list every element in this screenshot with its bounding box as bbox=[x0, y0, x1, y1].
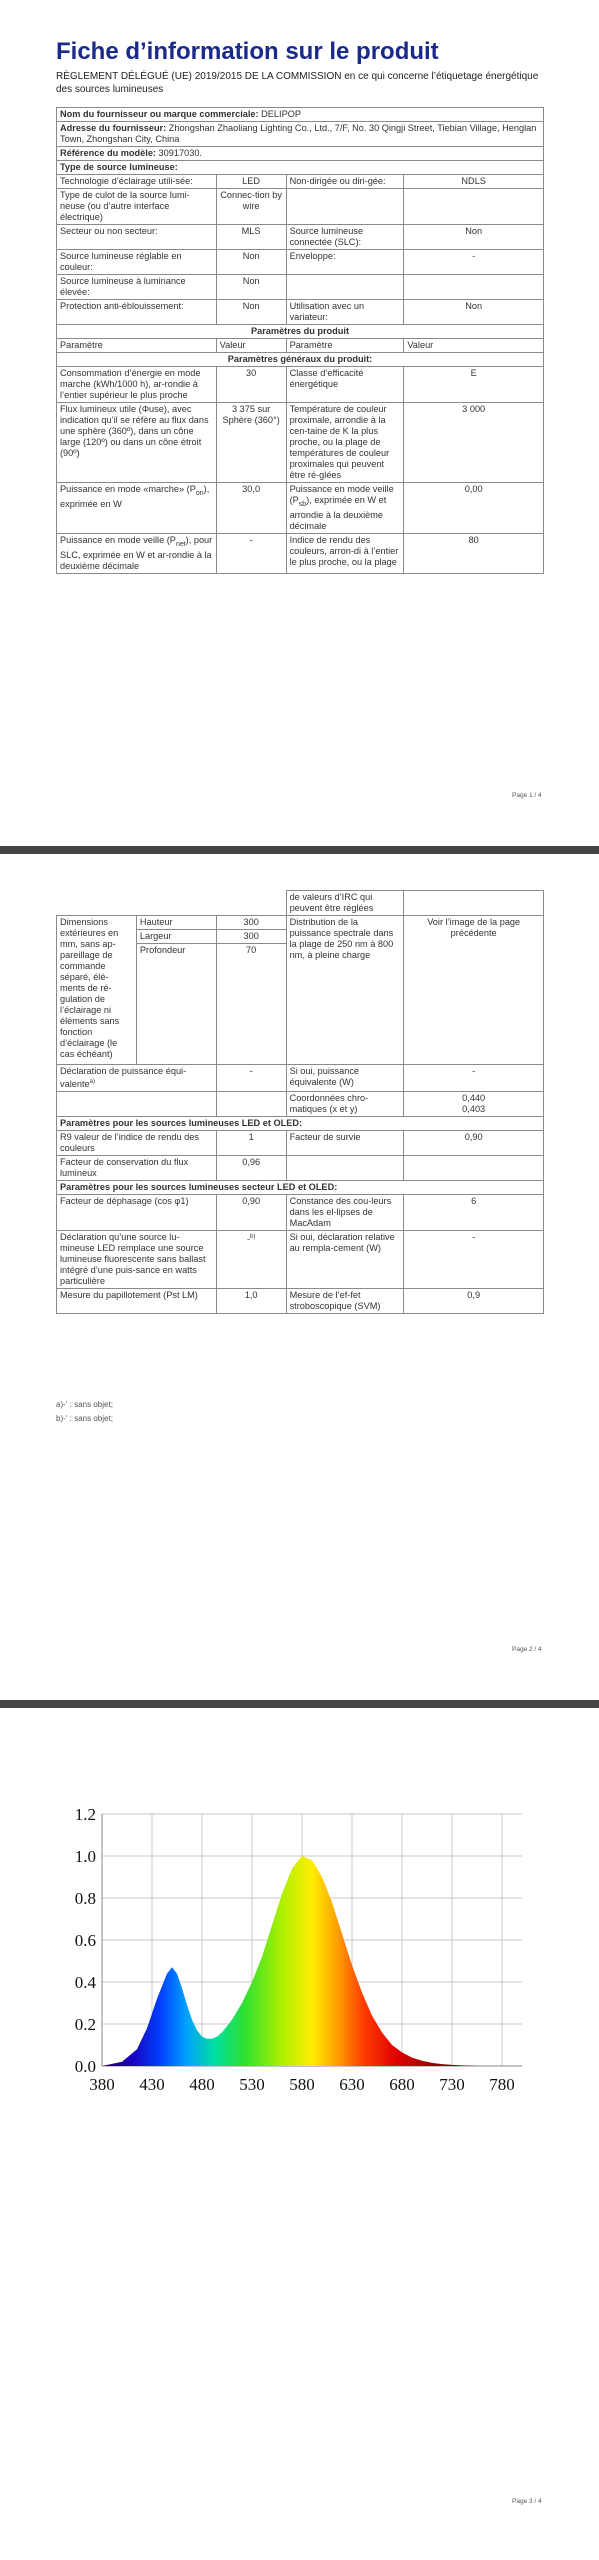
x-tick-label: 630 bbox=[339, 2075, 365, 2094]
table-row: Puissance en mode «marche» $(P_{on})$, exprimée en W 30,0 Puissance en mode veille $(P_{sb})$, exprimée en W et arrondie à la deuxième décimale 0,00 bbox=[57, 483, 544, 534]
footnote-b: b)-‘ : sans objet; bbox=[56, 1414, 113, 1423]
table-row: Protection anti-éblouissement: Non Utilisation avec un variateur: Non bbox=[57, 300, 544, 325]
spectral-distribution-chart bbox=[52, 1796, 534, 2108]
page-number-1: Page 1 / 4 bbox=[512, 792, 542, 799]
table-row: Déclaration de puissance équi-valente$^{a)}$ - Si oui, puissance équivalente (W) - bbox=[57, 1065, 544, 1092]
address-row: Adresse du fournisseur: Zhongshan Zhaoliang Lighting Co., Ltd., 7/F, No. 30 Qingji Street, Tiebian Village, Henglan Town, Zhongshan City, China bbox=[57, 122, 544, 147]
product-info-table-continued bbox=[56, 890, 544, 1314]
column-headers: Paramètre Valeur Paramètre Valeur bbox=[57, 339, 544, 353]
table-row: Mesure du papillotement (Pst LM) 1,0 Mesure de l’ef-fet stroboscopique (SVM) 0,9 bbox=[57, 1289, 544, 1314]
led-header: Paramètres pour les sources lumineuses LED et OLED: bbox=[57, 1117, 544, 1131]
table-row: Largeur 300 bbox=[57, 930, 544, 944]
general-header: Paramètres généraux du produit: bbox=[57, 353, 544, 367]
table-row: Déclaration qu’une source lu-mineuse LED remplace une source lumineuse fluorescente sans ballast intégré d’une puis-sance en watts particulière -$^{b)}$ Si oui, déclaration relative au rempla-cement (W) - bbox=[57, 1231, 544, 1289]
x-tick-label: 730 bbox=[439, 2075, 465, 2094]
page-number-3: Page 3 / 4 bbox=[512, 2498, 542, 2505]
type-header: Type de source lumineuse: bbox=[57, 161, 544, 175]
page-1 bbox=[0, 0, 599, 846]
x-tick-label: 530 bbox=[239, 2075, 265, 2094]
table-row: de valeurs d’IRC qui peuvent être réglées bbox=[57, 891, 544, 916]
page-separator bbox=[0, 1700, 599, 1708]
table-row: Source lumineuse réglable en couleur: Non Enveloppe: - bbox=[57, 250, 544, 275]
page-number-2: Page 2 / 4 bbox=[512, 1646, 542, 1653]
table-row: Consommation d’énergie en mode marche (kWh/1000 h), ar-rondie à l’entier supérieur le plus proche 30 Classe d’efficacité énergétique E bbox=[57, 367, 544, 403]
table-row: R9 valeur de l’indice de rendu des couleurs 1 Facteur de survie 0,90 bbox=[57, 1131, 544, 1156]
footnote-a: a)-‘ : sans objet; bbox=[56, 1400, 113, 1409]
x-tick-label: 780 bbox=[489, 2075, 515, 2094]
y-tick-label: 0.6 bbox=[74, 1931, 96, 1950]
table-row: Facteur de déphasage (cos φ1) 0,90 Constance des cou-leurs dans les el-lipses de MacAdam 6 bbox=[57, 1195, 544, 1231]
y-tick-label: 0.2 bbox=[74, 2015, 96, 2034]
table-row: Source lumineuse à luminance élevée: Non bbox=[57, 275, 544, 300]
table-row: Type de culot de la source lumi-neuse (ou d’autre interface électrique) Connec-tion by wire bbox=[57, 189, 544, 225]
mains-header: Paramètres pour les sources lumineuses secteur LED et OLED: bbox=[57, 1181, 544, 1195]
table-row: Flux lumineux utile (Φuse), avec indication qu’il se réfère au flux dans une sphère (360º), dans un cône large (120º) ou dans un cône étroit (90º) 3 375 sur Sphère (360°) Température de couleur proximale, arrondie à la cen-taine de K la plus proche, ou la plage de températures de couleur proximales qui peuvent être ré-glées 3 000 bbox=[57, 403, 544, 483]
x-tick-label: 480 bbox=[189, 2075, 215, 2094]
supplier-row: Nom du fournisseur ou marque commerciale: DELIPOP bbox=[57, 108, 544, 122]
regulation-text: RÈGLEMENT DÉLÉGUÉ (UE) 2019/2015 DE LA COMMISSION en ce qui concerne l’étiquetage énergétique des sources lumineuses bbox=[56, 71, 539, 95]
model-row: Référence du modèle: 30917030. bbox=[57, 147, 544, 161]
table-row: Coordonnées chro-matiques (x et y) 0,440 0,403 bbox=[57, 1092, 544, 1117]
page-title: Fiche d’information sur le produit bbox=[56, 38, 439, 65]
y-tick-label: 0.4 bbox=[74, 1973, 96, 1992]
y-tick-label: 0.0 bbox=[74, 2057, 96, 2076]
x-tick-label: 430 bbox=[139, 2075, 165, 2094]
y-tick-label: 1.2 bbox=[74, 1805, 96, 1824]
x-tick-label: 380 bbox=[89, 2075, 115, 2094]
table-row: Technologie d’éclairage utili-sée: LED Non-dirigée ou diri-gée: NDLS bbox=[57, 175, 544, 189]
page-separator bbox=[0, 846, 599, 854]
x-tick-label: 680 bbox=[389, 2075, 415, 2094]
x-tick-label: 580 bbox=[289, 2075, 315, 2094]
table-row: Secteur ou non secteur: MLS Source lumineuse connectée (SLC): Non bbox=[57, 225, 544, 250]
table-row: Profondeur 70 bbox=[57, 944, 544, 1065]
y-tick-label: 1.0 bbox=[74, 1847, 96, 1866]
table-row: Dimensions extérieures en mm, sans ap-pareillage de commande séparé, élé-ments de ré-gulation de l’éclairage ni éléments sans fonction d’éclairage (le cas échéant) Hauteur 300 Distribution de la puissance spectrale dans la plage de 250 nm à 800 nm, à pleine charge Voir l’image de la page précédente bbox=[57, 916, 544, 930]
table-row: Facteur de conservation du flux lumineux 0,96 bbox=[57, 1156, 544, 1181]
product-info-table bbox=[56, 107, 544, 574]
page-2 bbox=[0, 854, 599, 1700]
table-row: Puissance en mode veille $(P_{net})$, pour SLC, exprimée en W et ar-rondie à la deuxième décimale - Indice de rendu des couleurs, arron-di à l’entier le plus proche, ou la plage 80 bbox=[57, 533, 544, 573]
y-tick-label: 0.8 bbox=[74, 1889, 96, 1908]
params-header: Paramètres du produit bbox=[57, 325, 544, 339]
